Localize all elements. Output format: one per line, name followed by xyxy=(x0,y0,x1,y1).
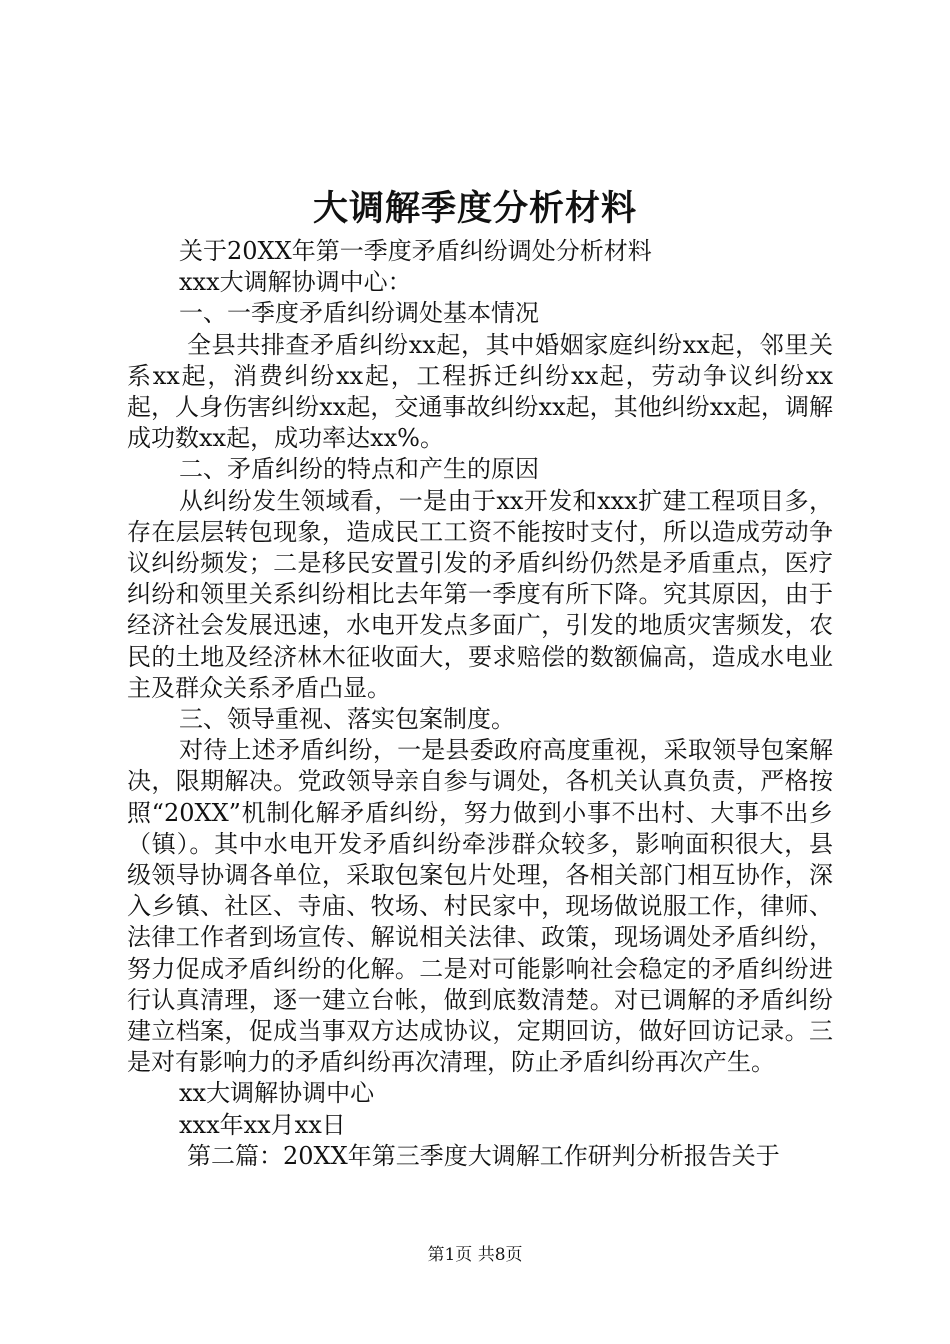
body-paragraph: 全县共排查矛盾纠纷xx起，其中婚姻家庭纠纷xx起，邻里关系xx起，消费纠纷xx起，工程拆迁纠纷xx起，劳动争议纠纷xx起，人身伤害纠纷xx起，交通事故纠纷xx起，其他纠纷xx起，调解成功数xx起，成功率达xx%。 xyxy=(127,330,833,453)
section-heading-2: 二、矛盾纠纷的特点和产生的原因 xyxy=(179,455,539,484)
date-line: xxx年xx月xx日 xyxy=(179,1110,346,1139)
subtitle-paragraph: 关于20XX年第一季度矛盾纠纷调处分析材料 xyxy=(179,237,652,265)
document-title: 大调解季度分析材料 xyxy=(312,188,637,229)
signature-line: xx大调解协调中心 xyxy=(179,1079,375,1108)
next-chapter-line: 第二篇：20XX年第三季度大调解工作研判分析报告关于 xyxy=(187,1141,780,1170)
body-paragraph: 从纠纷发生领域看，一是由于xx开发和xxx扩建工程项目多，存在层层转包现象，造成民工工资不能按时支付，所以造成劳动争议纠纷频发；二是移民安置引发的矛盾纠纷仍然是矛盾重点，医疗纠纷和领里关系纠纷相比去年第一季度有所下降。究其原因，由于经济社会发展迅速，水电开发点多面广，引发的地质灾害频发，农民的土地及经济林木征收面大，要求赔偿的数额偏高，造成水电业主及群众关系矛盾凸显。 xyxy=(127,486,833,702)
addressee-paragraph: xxx大调解协调中心： xyxy=(179,268,412,297)
body-paragraph: 对待上述矛盾纠纷，一是县委政府高度重视，采取领导包案解决，限期解决。党政领导亲自参与调处，各机关认真负责，严格按照“20XX”机制化解矛盾纠纷，努力做到小事不出村、大事不出乡（镇）。其中水电开发矛盾纠纷牵涉群众较多，影响面积很大，县级领导协调各单位，采取包案包片处理，各相关部门相互协作，深入乡镇、社区、寺庙、牧场、村民家中，现场做说服工作，律师、法律工作者到场宣传、解说相关法律、政策，现场调处矛盾纠纷，努力促成矛盾纠纷的化解。二是对可能影响社会稳定的矛盾纠纷进行认真清理，逐一建立台帐，做到底数清楚。对已调解的矛盾纠纷建立档案，促成当事双方达成协议，定期回访，做好回访记录。三是对有影响力的矛盾纠纷再次清理，防止矛盾纠纷再次产生。 xyxy=(127,736,833,1077)
document-body xyxy=(127,236,833,1172)
section-heading-1: 一、一季度矛盾纠纷调处基本情况 xyxy=(179,299,539,328)
page-footer: 第1页 共8页 xyxy=(427,1245,523,1265)
section-heading-3: 三、领导重视、落实包案制度。 xyxy=(179,705,515,734)
